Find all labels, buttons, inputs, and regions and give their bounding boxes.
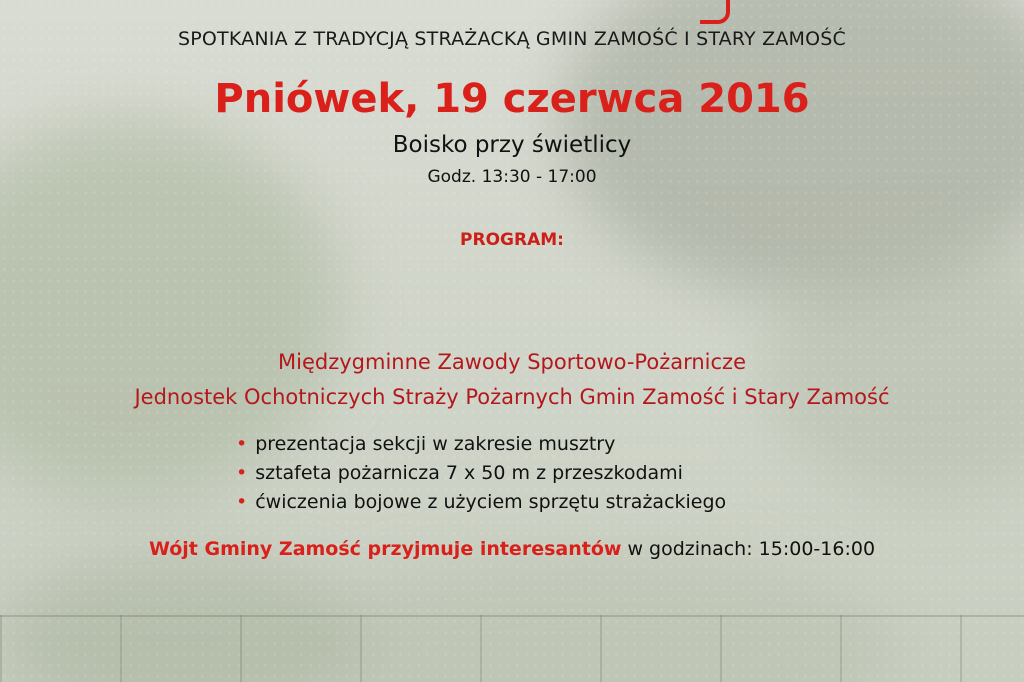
office-hours-time: w godzinach: 15:00-16:00	[621, 538, 876, 560]
list-item	[236, 488, 726, 517]
office-hours-note	[0, 538, 1024, 560]
list-item-text: ćwiczenia bojowe z użyciem sprzętu strażackiego	[255, 491, 727, 513]
bullet-icon: •	[236, 462, 248, 484]
event-headline: Pniówek, 19 czerwca 2016	[214, 76, 810, 122]
program-list	[236, 430, 726, 517]
list-item	[236, 459, 726, 488]
event-location: Boisko przy świetlicy	[392, 132, 632, 158]
list-item	[236, 430, 726, 459]
event-title-line1: Międzygminne Zawody Sportowo-Pożarnicze	[278, 350, 746, 374]
bullet-icon: •	[236, 491, 248, 513]
event-hours: Godz. 13:30 - 17:00	[427, 167, 597, 187]
office-hours-highlight: Wójt Gminy Zamość przyjmuje interesantów	[148, 538, 622, 560]
poster-subtitle: SPOTKANIA Z TRADYCJĄ STRAŻACKĄ GMIN ZAMOŚĆ I STARY ZAMOŚĆ	[177, 28, 846, 50]
event-title-line2: Jednostek Ochotniczych Straży Pożarnych Gmin Zamość i Stary Zamość	[134, 385, 890, 409]
bullet-icon: •	[236, 433, 248, 455]
list-item-text: sztafeta pożarnicza 7 x 50 m z przeszkodami	[255, 462, 683, 484]
program-label: PROGRAM:	[460, 230, 564, 250]
list-item-text: prezentacja sekcji w zakresie musztry	[255, 433, 616, 455]
